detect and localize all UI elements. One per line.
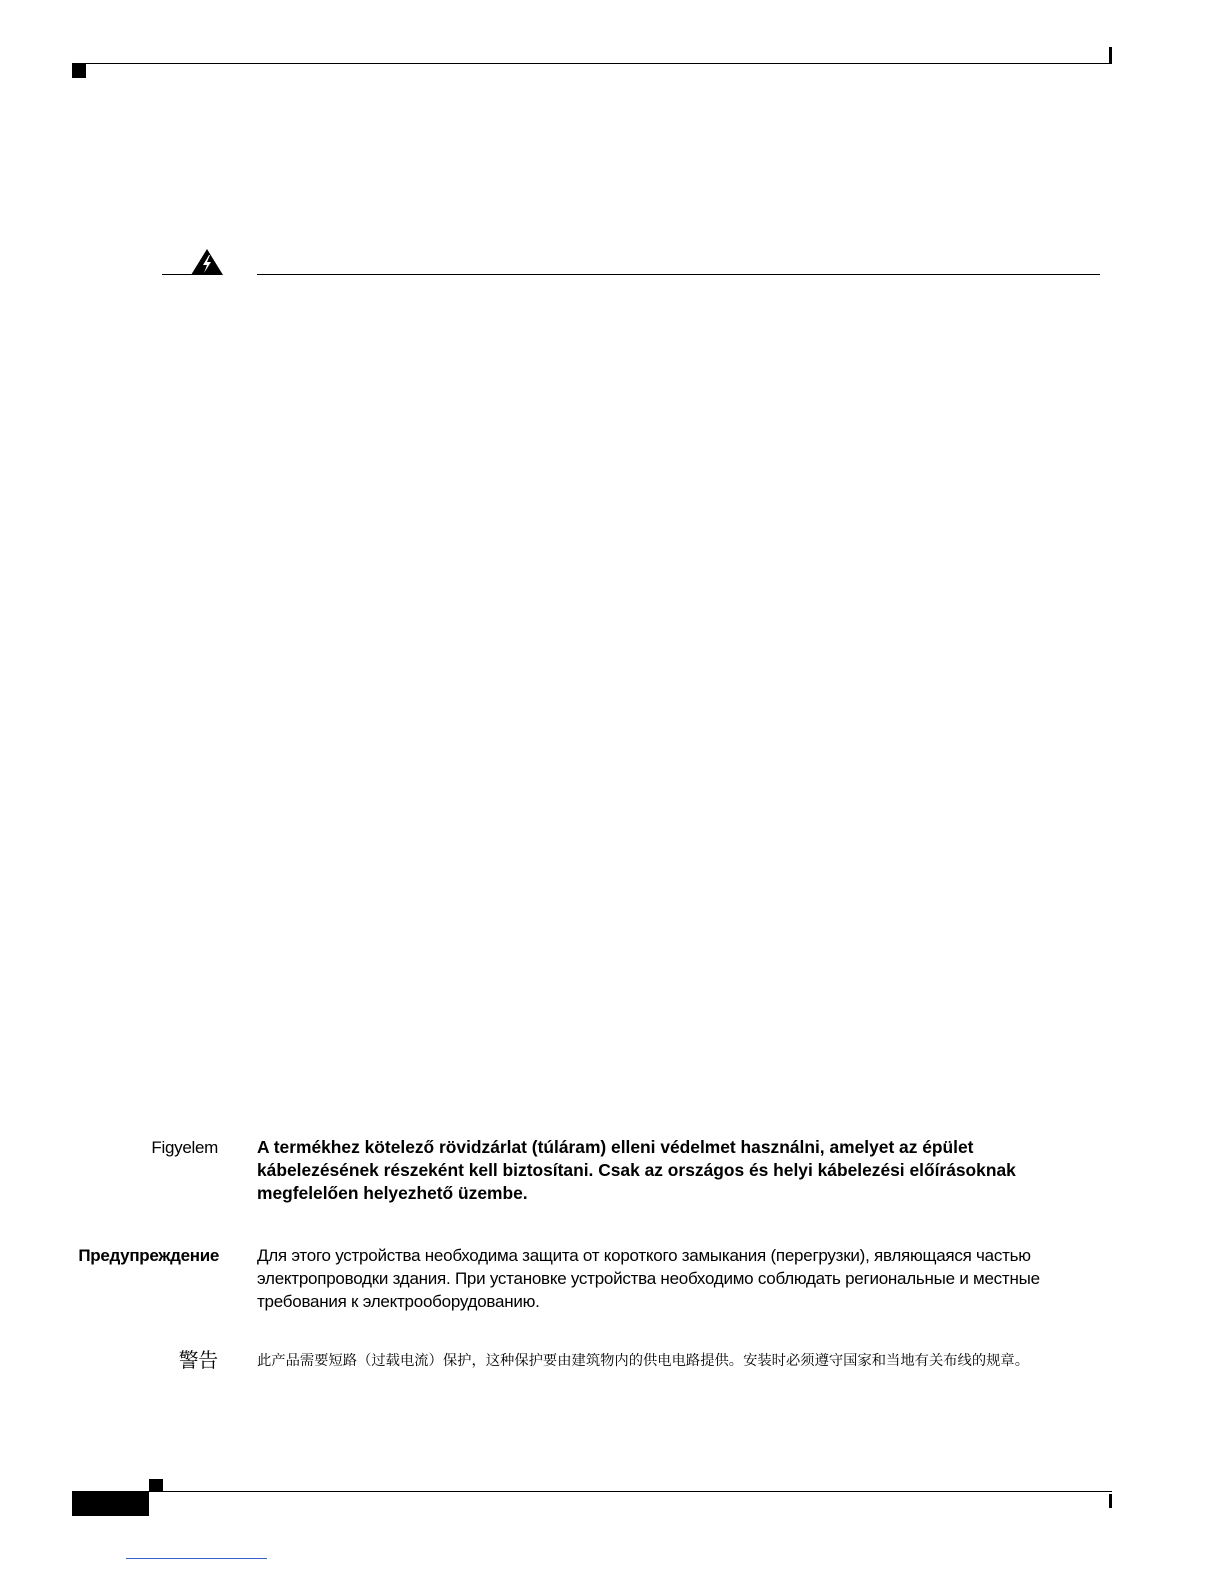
header-rule — [72, 63, 1112, 64]
warning-text-chinese: 此产品需要短路（过载电流）保护，这种保护要由建筑物内的供电电路提供。安装时必须遵守国家和当地有关布线的规章。 — [257, 1353, 1030, 1369]
footer-rule — [72, 1491, 1112, 1492]
warning-label-chinese: 警告 — [178, 1350, 218, 1372]
footer-link-underline[interactable] — [126, 1558, 267, 1559]
footer-corner-mark — [149, 1479, 163, 1492]
warning-text-hungarian: A termékhez kötelező rövidzárlat (túláram) elleni védelmet használni, amelyet az épület kábelezésének részeként kell biztosítani. Csak az országos és helyi kábelezési előírásoknak megfelelően helyezhető üzembe. — [257, 1137, 1016, 1203]
header-corner-mark — [72, 64, 86, 78]
lightning-warning-icon — [190, 248, 224, 276]
footer-right-tick — [1109, 1494, 1112, 1508]
warning-label-russian: Предупреждение — [78, 1246, 219, 1265]
warning-label-hungarian: Figyelem — [151, 1138, 218, 1157]
header-right-tick — [1109, 47, 1112, 64]
warning-icon-underline — [162, 274, 222, 275]
warning-rule — [257, 274, 1100, 275]
warning-text-russian: Для этого устройства необходима защита от короткого замыкания (перегрузки), являющаяся частью электропроводки здания. При установке устройства необходимо соблюдать региональные и местные требования к электрооборудованию. — [257, 1246, 1040, 1311]
footer-page-tab — [72, 1492, 149, 1516]
